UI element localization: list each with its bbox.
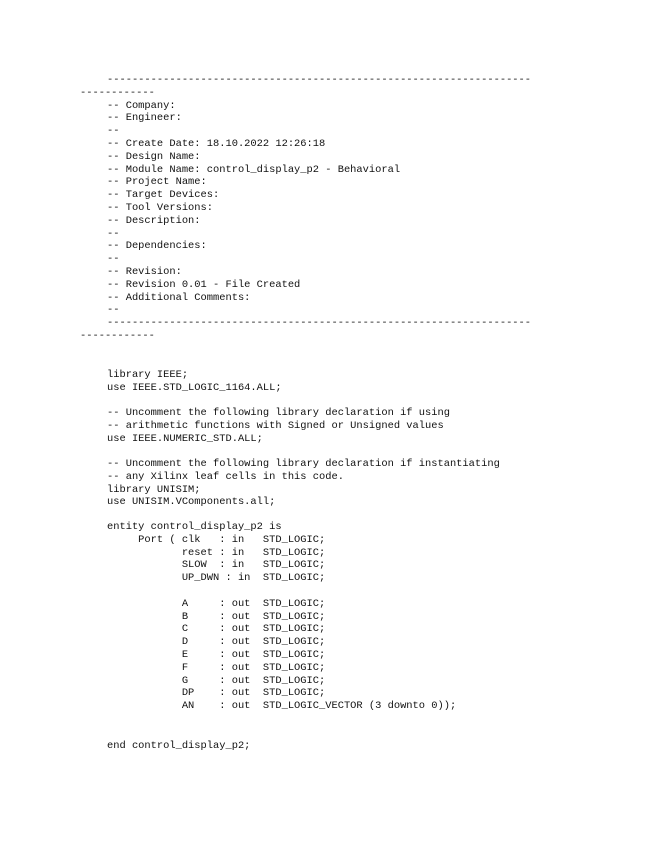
numeric-comment-2: -- arithmetic functions with Signed or Unsigned values: [107, 419, 444, 432]
unisim-comment-2: -- any Xilinx leaf cells in this code.: [107, 470, 344, 483]
header-design-name: -- Design Name:: [107, 150, 201, 163]
library-ieee-line: library IEEE;: [107, 369, 189, 381]
library-unisim-line: library UNISIM;: [107, 483, 201, 496]
header-tool-versions: -- Tool Versions:: [107, 201, 214, 214]
port-c-line: C : out STD_LOGIC;: [107, 623, 326, 636]
port-dp-line: DP : out STD_LOGIC;: [107, 687, 326, 700]
port-reset-line: reset : in STD_LOGIC;: [107, 546, 326, 559]
header-additional-comments: -- Additional Comments:: [107, 291, 251, 304]
port-e-line: E : out STD_LOGIC;: [107, 648, 326, 661]
port-a-line: A : out STD_LOGIC;: [107, 597, 326, 610]
header-rule-top-wrap: ------------: [80, 86, 155, 99]
header-target-devices: -- Target Devices:: [107, 189, 220, 202]
port-blank-line: [0, 585, 655, 598]
library-block: [0, 369, 655, 395]
port-an-line: AN : out STD_LOGIC_VECTOR (3 downto 0));: [107, 700, 457, 713]
numeric-comment-1: -- Uncomment the following library declaration if using: [107, 407, 450, 419]
port-d-line: D : out STD_LOGIC;: [107, 636, 326, 649]
header-project-name: -- Project Name:: [107, 176, 207, 189]
header-create-date: -- Create Date: 18.10.2022 12:26:18: [107, 137, 326, 150]
header-comment-block: [0, 74, 655, 343]
header-blank-1: --: [107, 125, 120, 138]
header-rule-bottom: --------------------------------------------------------------------: [107, 317, 532, 330]
entity-declaration-line: entity control_display_p2 is: [107, 521, 282, 533]
header-company: -- Company:: [107, 99, 176, 112]
use-std-logic-line: use IEEE.STD_LOGIC_1164.ALL;: [107, 381, 282, 394]
header-blank-4: --: [107, 304, 120, 317]
header-rule-bottom-wrap: ------------: [80, 329, 155, 342]
header-dependencies: -- Dependencies:: [107, 240, 207, 253]
numeric-std-block: [0, 407, 655, 445]
header-module-name: -- Module Name: control_display_p2 - Behavioral: [107, 163, 401, 176]
header-revision-detail: -- Revision 0.01 - File Created: [107, 278, 301, 291]
header-rule-top: --------------------------------------------------------------------: [107, 74, 532, 86]
entity-end-block: [0, 740, 655, 753]
port-up-dwn-line: UP_DWN : in STD_LOGIC;: [107, 572, 326, 585]
use-numeric-std-line: use IEEE.NUMERIC_STD.ALL;: [107, 432, 263, 445]
port-f-line: F : out STD_LOGIC;: [107, 661, 326, 674]
port-g-line: G : out STD_LOGIC;: [107, 674, 326, 687]
unisim-comment-1: -- Uncomment the following library declaration if instantiating: [107, 458, 500, 470]
header-description: -- Description:: [107, 214, 201, 227]
port-clk-line: Port ( clk : in STD_LOGIC;: [107, 533, 326, 546]
use-unisim-line: use UNISIM.VComponents.all;: [107, 496, 276, 509]
entity-block: [0, 521, 655, 713]
header-blank-3: --: [107, 253, 120, 266]
unisim-block: [0, 458, 655, 509]
entity-end-line: end control_display_p2;: [107, 740, 251, 752]
port-b-line: B : out STD_LOGIC;: [107, 610, 326, 623]
header-blank-2: --: [107, 227, 120, 240]
port-slow-line: SLOW : in STD_LOGIC;: [107, 559, 326, 572]
header-engineer: -- Engineer:: [107, 112, 182, 125]
header-revision: -- Revision:: [107, 265, 182, 278]
